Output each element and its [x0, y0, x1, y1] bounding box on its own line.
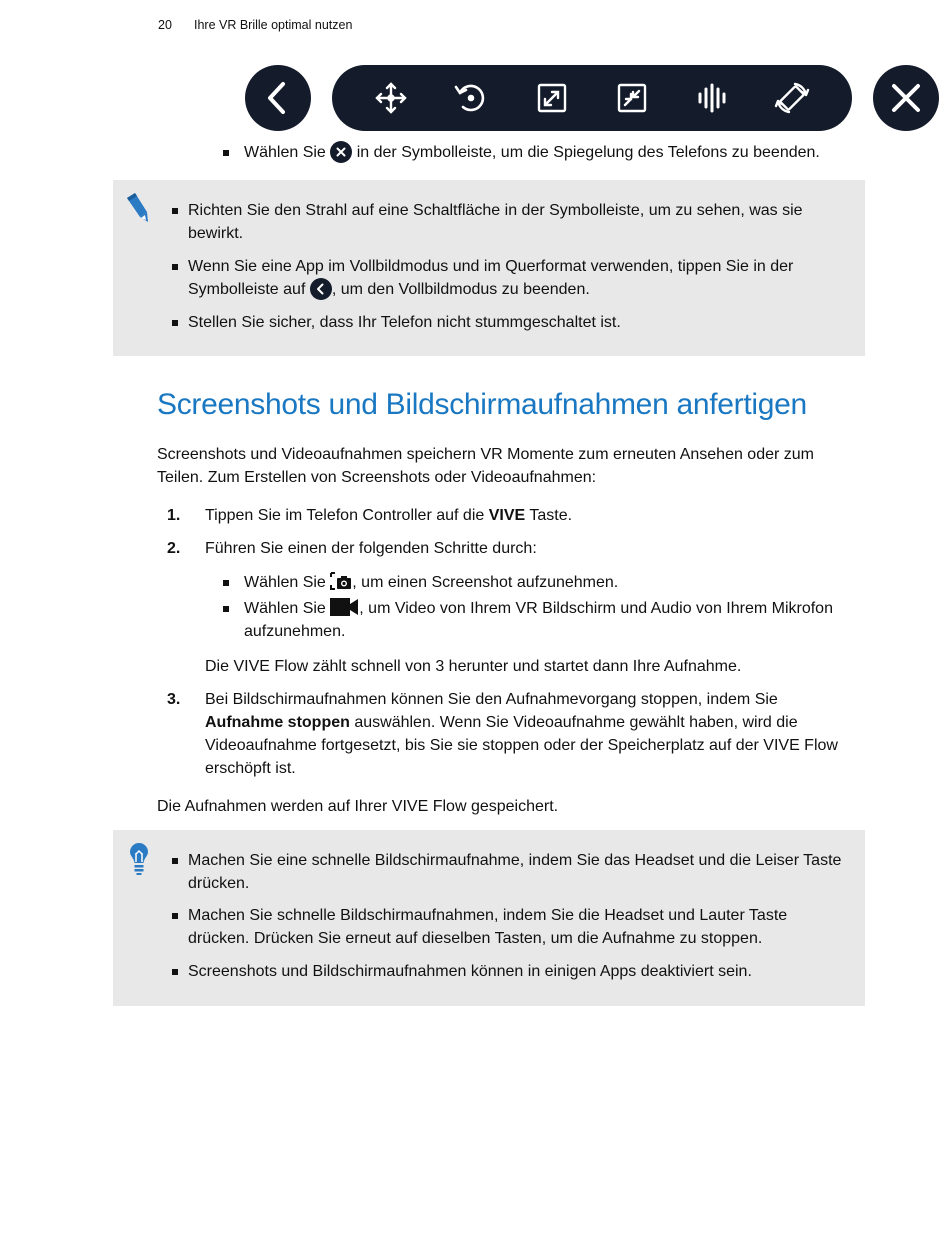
list-item	[188, 849, 841, 895]
shrink-icon	[619, 85, 645, 111]
list-item	[188, 904, 787, 950]
text: Wählen Sie	[244, 144, 326, 161]
list-item	[244, 141, 820, 164]
bold-text: Aufnahme stoppen	[205, 714, 350, 731]
step-text	[205, 504, 572, 527]
text: Wenn Sie eine App im Vollbildmodus und im Querformat verwenden, tippen Sie in der	[188, 258, 794, 275]
bullet-marker	[223, 606, 229, 612]
text: Wählen Sie	[244, 574, 326, 591]
text: Videoaufnahme fortgesetzt, bis Sie sie stoppen oder der Speicherplatz auf der VIVE Flow	[205, 737, 838, 754]
text: , um den Vollbildmodus zu beenden.	[331, 281, 590, 298]
bullet-marker	[172, 913, 178, 919]
back-button	[245, 65, 311, 131]
lightbulb-tip-icon	[128, 842, 150, 876]
list-item: Screenshots und Bildschirmaufnahmen können in einigen Apps deaktiviert sein.	[188, 963, 752, 980]
close-button	[873, 65, 939, 131]
list-item	[188, 199, 803, 245]
close-circle-icon	[330, 141, 352, 163]
step-number: 3.	[167, 691, 181, 708]
text: auswählen. Wenn Sie Videoaufnahme gewählt haben, wird die	[349, 714, 798, 731]
text: Symbolleiste auf	[188, 281, 306, 298]
bold-text: VIVE	[488, 507, 526, 524]
bullet-marker	[172, 858, 178, 864]
text: drücken.	[188, 875, 250, 892]
running-title: Ihre VR Brille optimal nutzen	[194, 18, 353, 32]
text: in der Symbolleiste, um die Spiegelung des Telefons zu beenden.	[356, 144, 820, 161]
list-item	[244, 571, 618, 594]
screenshot-camera-icon	[330, 572, 352, 590]
intro-paragraph	[157, 443, 814, 489]
list-item	[188, 255, 793, 301]
video-camera-icon	[330, 598, 359, 616]
move-icon	[377, 84, 405, 112]
bullet-marker	[172, 320, 178, 326]
audio-icon	[700, 85, 724, 111]
bullet-marker	[223, 580, 229, 586]
text: Teilen. Zum Erstellen von Screenshots oder Videoaufnahmen:	[157, 469, 597, 486]
text: Machen Sie eine schnelle Bildschirmaufnahme, indem Sie das Headset und die Leiser Taste	[188, 852, 842, 869]
closing-paragraph: Die Aufnahmen werden auf Ihrer VIVE Flow gespeichert.	[157, 798, 559, 815]
step-text	[205, 688, 838, 780]
text: , um Video von Ihrem VR Bildschirm und Audio von Ihrem Mikrofon	[359, 600, 833, 617]
bullet-marker	[172, 264, 178, 270]
text: Taste.	[525, 507, 573, 524]
toolbar-pill	[332, 65, 852, 131]
back-icon	[245, 65, 311, 131]
text: Machen Sie schnelle Bildschirmaufnahmen, indem Sie die Headset und Lauter Taste	[188, 907, 788, 924]
close-icon	[873, 65, 939, 131]
text: drücken. Drücken Sie erneut auf dieselben Tasten, um die Aufnahme zu stoppen.	[188, 930, 763, 947]
text: aufzunehmen.	[244, 623, 346, 640]
reset-rotation-icon	[456, 86, 483, 110]
text: Tippen Sie im Telefon Controller auf die	[205, 507, 489, 524]
list-item: Stellen Sie sicher, dass Ihr Telefon nicht stummgeschaltet ist.	[188, 314, 621, 331]
step-number: 2.	[167, 540, 181, 557]
bullet-marker	[172, 208, 178, 214]
page-number: 20	[158, 18, 172, 32]
list-item	[244, 597, 833, 643]
text: , um einen Screenshot aufzunehmen.	[352, 574, 619, 591]
pencil-note-icon	[124, 192, 152, 226]
back-circle-icon	[310, 278, 332, 300]
text: Bei Bildschirmaufnahmen können Sie den Aufnahmevorgang stoppen, indem Sie	[205, 691, 778, 708]
step-number: 1.	[167, 507, 181, 524]
expand-icon	[539, 85, 565, 111]
text: Richten Sie den Strahl auf eine Schaltfläche in der Symbolleiste, um zu sehen, was sie	[188, 202, 803, 219]
step-text: Führen Sie einen der folgenden Schritte durch:	[205, 540, 537, 557]
step-note: Die VIVE Flow zählt schnell von 3 herunter und startet dann Ihre Aufnahme.	[205, 658, 742, 675]
rotate-screen-icon	[776, 84, 808, 112]
section-title: Screenshots und Bildschirmaufnahmen anfertigen	[157, 388, 807, 421]
text: erschöpft ist.	[205, 760, 296, 777]
bullet-marker	[223, 150, 229, 156]
bullet-marker	[172, 969, 178, 975]
text: Screenshots und Videoaufnahmen speichern VR Momente zum erneuten Ansehen oder zum	[157, 446, 814, 463]
text: Wählen Sie	[244, 600, 326, 617]
text: bewirkt.	[188, 225, 244, 242]
